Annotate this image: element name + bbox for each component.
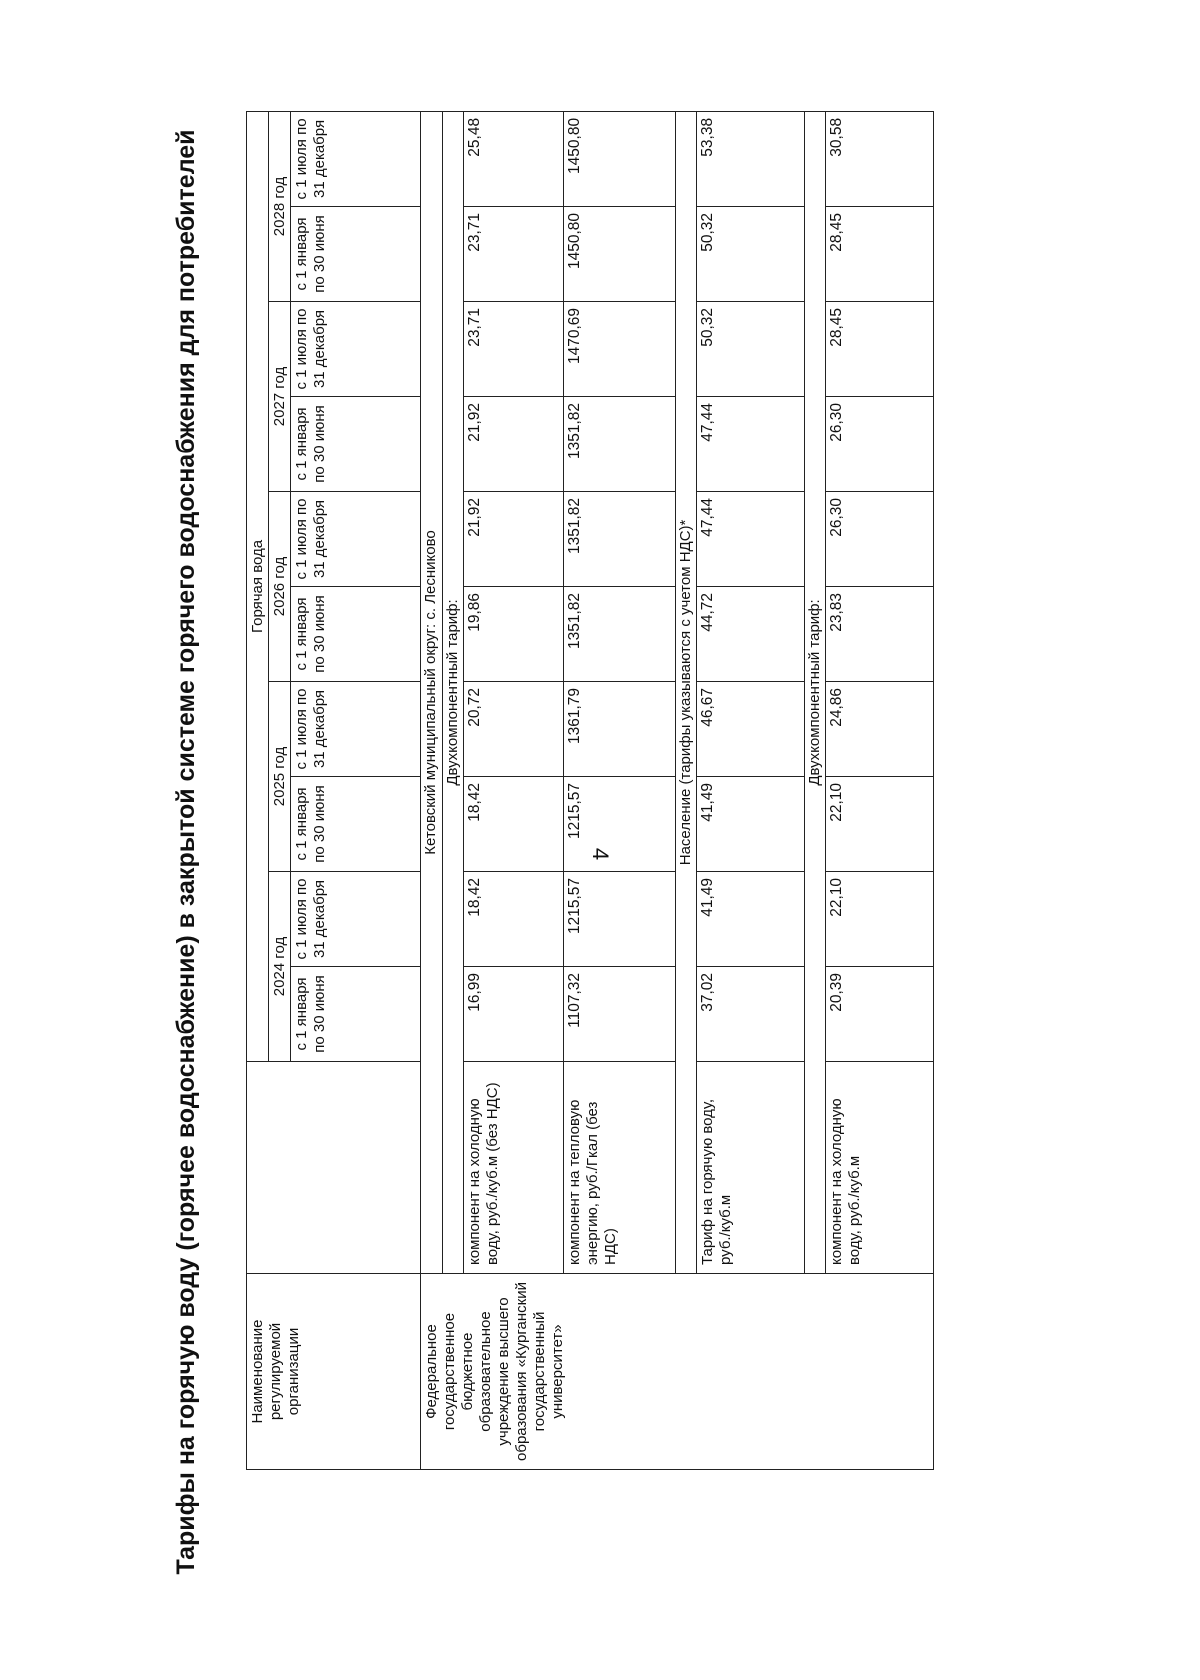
hot-water-group-header: Горячая вода [247,111,269,1061]
value-cell: 24,86 [826,682,934,777]
rotated-page-content [158,102,998,1602]
period-header: с 1 июля по 31 декабря [291,302,421,397]
section-municipality: Кетовский муниципальный округ: с. Лесниково [421,111,443,1273]
period-header: с 1 января по 30 июня [291,587,421,682]
value-cell: 53,38 [697,111,805,206]
year-header-2028: 2028 год [269,111,291,301]
row-label: Тариф на горячую воду, руб./куб.м [697,1062,805,1274]
value-cell: 21,92 [464,397,564,492]
year-header-2025: 2025 год [269,682,291,872]
value-cell: 25,48 [464,111,564,206]
value-cell: 21,92 [464,492,564,587]
table-row [564,111,676,1469]
value-cell: 1450,80 [564,207,676,302]
value-cell: 1215,57 [564,872,676,967]
period-header: с 1 июля по 31 декабря [291,872,421,967]
value-cell: 20,39 [826,967,934,1062]
value-cell: 47,44 [697,397,805,492]
period-header: с 1 января по 30 июня [291,397,421,492]
band-two-component-tariff: Двухкомпонентный тариф: [443,111,464,1273]
value-cell: 41,49 [697,872,805,967]
value-cell: 1351,82 [564,492,676,587]
value-cell: 28,45 [826,302,934,397]
table-row [697,111,805,1469]
value-cell: 16,99 [464,967,564,1062]
indicator-column-header [247,1062,421,1274]
value-cell: 22,10 [826,872,934,967]
value-cell: 22,10 [826,777,934,872]
value-cell: 41,49 [697,777,805,872]
value-cell: 1107,32 [564,967,676,1062]
value-cell: 1215,57 [564,777,676,872]
value-cell: 23,71 [464,207,564,302]
organization-name: Федеральное государственное бюджетное образовательное учреждение высшего образования «Курганский государственный университет» [421,1274,934,1470]
value-cell: 1470,69 [564,302,676,397]
value-cell: 1351,82 [564,397,676,492]
value-cell: 50,32 [697,207,805,302]
value-cell: 23,83 [826,587,934,682]
value-cell: 50,32 [697,302,805,397]
period-header: с 1 июля по 31 декабря [291,111,421,206]
period-header: с 1 июля по 31 декабря [291,492,421,587]
value-cell: 44,72 [697,587,805,682]
row-label: компонент на тепловую энергию, руб./Гкал (без НДС) [564,1062,676,1274]
value-cell: 30,58 [826,111,934,206]
value-cell: 47,44 [697,492,805,587]
value-cell: 26,30 [826,397,934,492]
band-population: Население (тарифы указываются с учетом НДС)* [676,111,697,1273]
period-header: с 1 января по 30 июня [291,777,421,872]
value-cell: 37,02 [697,967,805,1062]
period-header: с 1 июля по 31 декабря [291,682,421,777]
tariff-table [246,111,934,1470]
value-cell: 18,42 [464,777,564,872]
year-header-2026: 2026 год [269,492,291,682]
period-header: с 1 января по 30 июня [291,967,421,1062]
row-label: компонент на холодную воду, руб./куб.м (без НДС) [464,1062,564,1274]
value-cell: 18,42 [464,872,564,967]
year-header-2027: 2027 год [269,302,291,492]
row-label: компонент на холодную воду, руб./куб.м [826,1062,934,1274]
table-row [464,111,564,1469]
value-cell: 26,30 [826,492,934,587]
value-cell: 1450,80 [564,111,676,206]
period-header: с 1 января по 30 июня [291,207,421,302]
value-cell: 1361,79 [564,682,676,777]
value-cell: 19,86 [464,587,564,682]
page-number: 4 [588,847,613,861]
band-two-component-tariff: Двухкомпонентный тариф: [805,111,826,1273]
year-header-2024: 2024 год [269,872,291,1062]
page-title: Тарифы на горячую воду (горячее водоснабжение) в закрытой системе горячего водоснабжения для потребителей [172,129,200,1575]
value-cell: 20,72 [464,682,564,777]
value-cell: 28,45 [826,207,934,302]
org-column-header: Наименование регулируемой организации [247,1274,421,1470]
value-cell: 23,71 [464,302,564,397]
value-cell: 46,67 [697,682,805,777]
table-row [826,111,934,1469]
value-cell: 1351,82 [564,587,676,682]
